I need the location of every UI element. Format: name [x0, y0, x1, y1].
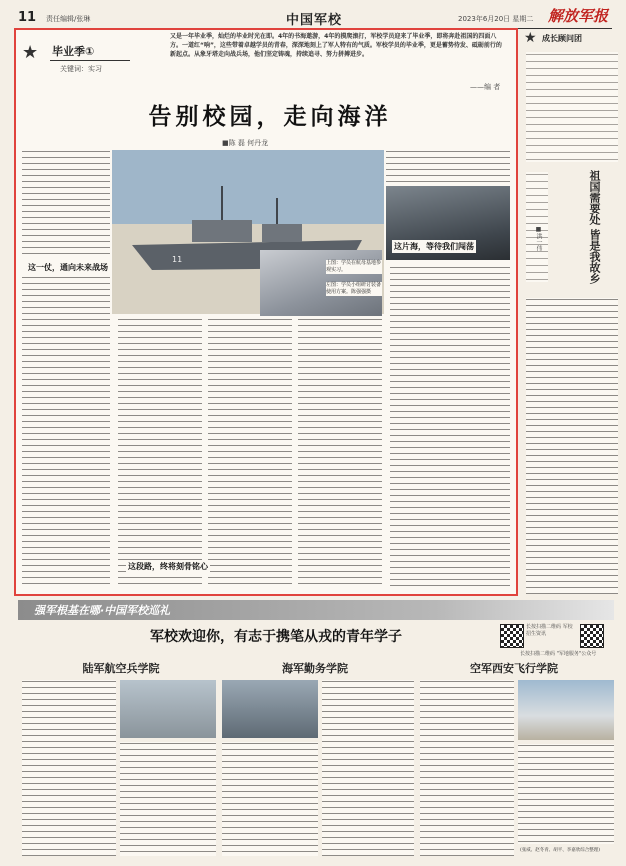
subhead-2: 这片海，等待我们闯荡: [394, 242, 474, 251]
article-intro: 又是一年毕业季，灿烂的毕业时光在即。4年的书海遨游，4年的摸爬滚打，军校学员迎来了毕业季，即将奔赴祖国的四面八方。一道红“响”，这些带着卓越学员的青春，深深地刻上了军人特有的气质。军校学员的毕业季，更是蓄势待发、砥砺前行的新起点。从象牙塔走向战兵场，他们坚定铸魂，持续追寻、努力拼搏进步。: [170, 33, 502, 58]
school-3-text-a: [420, 680, 514, 856]
school-2-text-a: [222, 742, 318, 856]
article-column-3: [208, 318, 292, 586]
article-column-4: [298, 318, 382, 586]
school-1-photo: [120, 680, 216, 738]
qr-code-2: [580, 624, 604, 648]
sidebar-intro-text: [526, 52, 618, 162]
sidebar-author: ■洪一伟: [535, 226, 542, 251]
school-title-1: 陆军航空兵学院: [82, 662, 160, 675]
school-title-2: 海军勤务学院: [282, 662, 348, 675]
photo-caption-1: 上图：学员在航母基地参观实习。: [326, 260, 382, 273]
school-title-3: 空军西安飞行学院: [470, 662, 558, 675]
article-column-1: [22, 150, 110, 258]
section-title: 中国军校: [286, 13, 343, 28]
editor-note: 责任编辑/张琳: [46, 15, 91, 23]
school-2-text-b: [322, 680, 414, 856]
article-column-1b: [22, 276, 110, 586]
sidebar-body: [526, 298, 618, 594]
kicker-sub: 关键词：实习: [60, 65, 102, 73]
sidebar-column-label: 成长顾问团: [542, 34, 582, 43]
article-headline: 告别校园，走向海洋: [148, 104, 392, 130]
page-header: [18, 8, 612, 29]
intro-sign: ——编 者: [470, 83, 501, 91]
banner-headline: 军校欢迎你，有志于携笔从戎的青年学子: [150, 629, 402, 645]
issue-date: 2023年6月20日 星期二: [458, 15, 534, 23]
qr-code-1: [500, 624, 524, 648]
kicker-rule: [50, 60, 130, 61]
article-column-2: [118, 318, 202, 586]
article-byline: ■陈 磊 何丹龙: [222, 139, 269, 147]
school-3-photo: [518, 680, 614, 740]
article-kicker: [22, 40, 162, 76]
subhead-1: 这一仗，通向未来战场: [28, 263, 108, 272]
page-number: 11: [18, 10, 37, 25]
masthead-logo: 解放军报: [548, 7, 609, 25]
sidebar-essay-title: 祖国需要处 皆是我故乡: [588, 170, 601, 284]
banner-label: 强军根基在哪·中国军校巡礼: [34, 604, 171, 617]
school-1-text-b: [120, 742, 216, 856]
article-column-5: [390, 266, 510, 586]
sidebar: [524, 30, 620, 596]
star-wing-icon: ★: [524, 30, 537, 46]
svg-text:11: 11: [172, 255, 183, 264]
qr-label-1: 长按扫描二维码 军校招生资讯: [526, 624, 573, 637]
star-wing-icon: ★: [22, 42, 39, 63]
school-1-text-a: [22, 680, 116, 856]
footer-credit: (张威、赵冬青、胡平、李嘉欣综合整理): [520, 848, 601, 853]
photo-caption-2: 左图：学员小组研讨装备使用方案。陈强强摄: [326, 282, 382, 295]
qr-label-2: 长按扫描二维码 "军地服务"公众号: [520, 651, 597, 657]
subhead-3: 这段路，终将刻骨铭心: [128, 562, 208, 571]
kicker-label: 毕业季①: [52, 45, 95, 58]
school-3-text-b: [518, 744, 614, 844]
school-2-photo: [222, 680, 318, 738]
banner-bar: [18, 600, 614, 620]
